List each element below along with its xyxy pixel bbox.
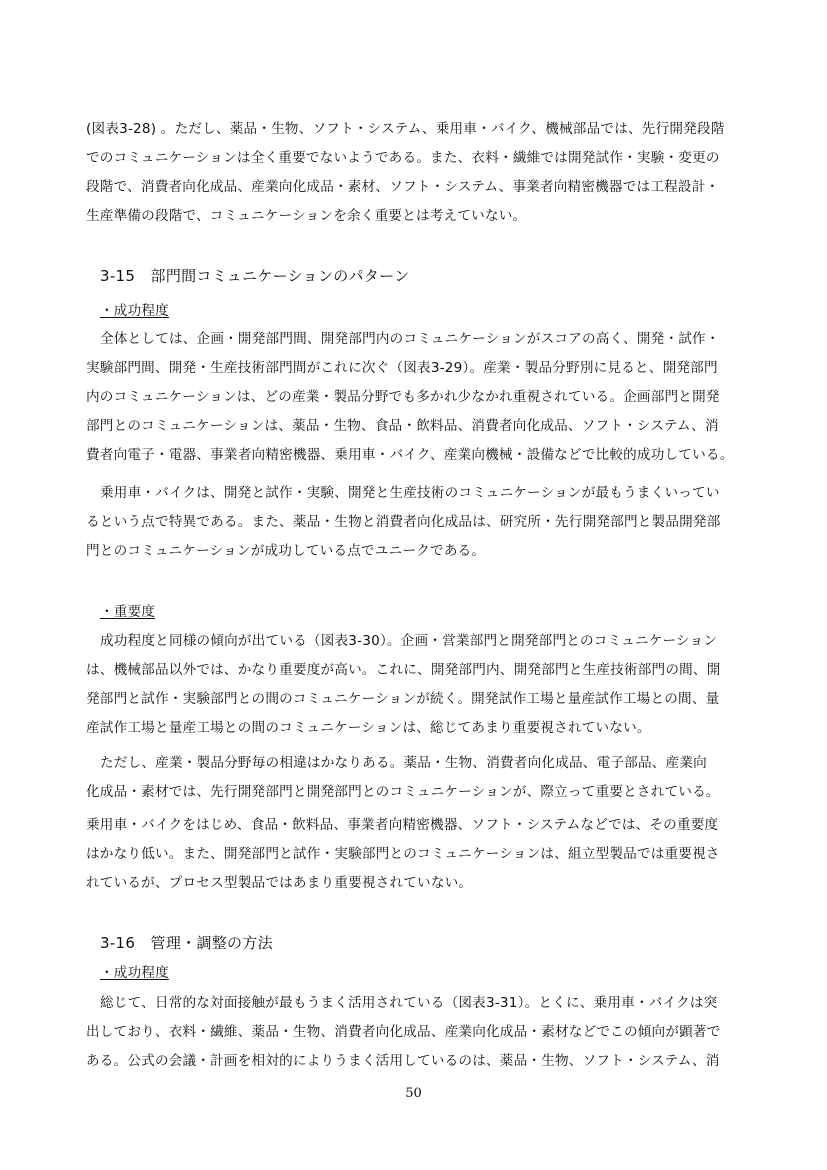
section-heading-3-16: 3-16 管理・調整の方法	[100, 934, 273, 952]
text-line: はかなり低い。また、開発部門と試作・実験部門とのコミュニケーションは、組立型製品では重要視さ	[86, 846, 720, 862]
text-line: 生産準備の段階で、コミュニケーションを余く重要とは考えていない。	[86, 208, 527, 224]
section-heading-3-15: 3-15 部門間コミュニケーションのパターン	[100, 267, 410, 285]
text-line: ある。公式の会議・計画を相対的によりうまく活用しているのは、薬品・生物、ソフト・システム、消	[86, 1053, 720, 1069]
text-line: は、機械部品以外では、かなり重要度が高い。これに、開発部門内、開発部門と生産技術部門の間、開	[86, 662, 721, 678]
text-line: 全体としては、企画・開発部門間、開発部門内のコミュニケーションがスコアの高く、開発・試作・	[100, 331, 720, 347]
text-line: 内のコミュニケーションは、どの産業・製品分野でも多かれ少なかれ重視されている。企画部門と開発	[86, 389, 720, 405]
text-line: れているが、プロセス型製品ではあまり重要視されていない。	[86, 875, 473, 891]
subheading-success-3-16	[100, 964, 169, 982]
text-line: ただし、産業・製品分野毎の相違はかなりある。薬品・生物、消費者向化成品、電子部品、産業向	[100, 755, 707, 771]
text-line: 乗用車・バイクは、開発と試作・実験、開発と生産技術のコミュニケーションが最もうまくいってい	[100, 485, 720, 501]
text-line: (図表3-28) 。ただし、薬品・生物、ソフト・システム、乗用車・バイク、機械部品では、先行開発段階	[86, 121, 725, 137]
subheading-importance-label: ・重要度	[100, 604, 156, 620]
text-line: 出しており、衣料・繊維、薬品・生物、消費者向化成品、産業向化成品・素材などでこの傾向が顕著で	[86, 1024, 721, 1040]
text-line: 総じて、日常的な対面接触が最もうまく活用されている（図表3-31）。とくに、乗用車・バイクは突	[100, 995, 718, 1011]
subheading-importance	[100, 603, 155, 621]
text-line: 部門とのコミュニケーションは、薬品・生物、食品・飲料品、消費者向化成品、ソフト・システム、消	[86, 418, 719, 434]
text-line: 化成品・素材では、先行開発部門と開発部門とのコミュニケーションが、際立って重要とされている。	[86, 784, 720, 800]
text-line: 段階で、消費者向化成品、産業向化成品・素材、ソフト・システム、事業者向精密機器では工程設計・	[86, 179, 720, 195]
text-line: 成功程度と同様の傾向が出ている（図表3-30）。企画・営業部門と開発部門とのコミュニケーション	[100, 633, 718, 649]
subheading-success-label: ・成功程度	[100, 303, 169, 319]
text-line: 乗用車・バイクをはじめ、食品・飲料品、事業者向精密機器、ソフト・システムなどでは、その重要度	[86, 817, 719, 833]
text-line: 門とのコミュニケーションが成功している点でユニークである。	[86, 543, 486, 559]
text-line: でのコミュニケーションは全く重要でないようである。また、衣料・繊維では開発試作・実験・変更の	[86, 150, 720, 166]
text-line: 産試作工場と量産工場との間のコミュニケーションは、総じてあまり重要視されていない。	[86, 720, 651, 736]
text-line: 実験部門間、開発・生産技術部門間がこれに次ぐ（図表3-29）。産業・製品分野別に見ると、開発部門	[86, 360, 718, 376]
subheading-success-3-16-label: ・成功程度	[100, 965, 169, 981]
text-line: 発部門と試作・実験部門との間のコミュニケーションが続く。開発試作工場と量産試作工場との間、量	[86, 691, 720, 707]
subheading-success	[100, 302, 169, 320]
text-line: 費者向電子・電器、事業者向精密機器、乗用車・バイク、産業向機械・設備などで比較的成功している。	[86, 447, 734, 463]
page-number: 50	[405, 1086, 422, 1101]
text-line: るという点で特異である。また、薬品・生物と消費者向化成品は、研究所・先行開発部門と製品開発部	[86, 514, 721, 530]
